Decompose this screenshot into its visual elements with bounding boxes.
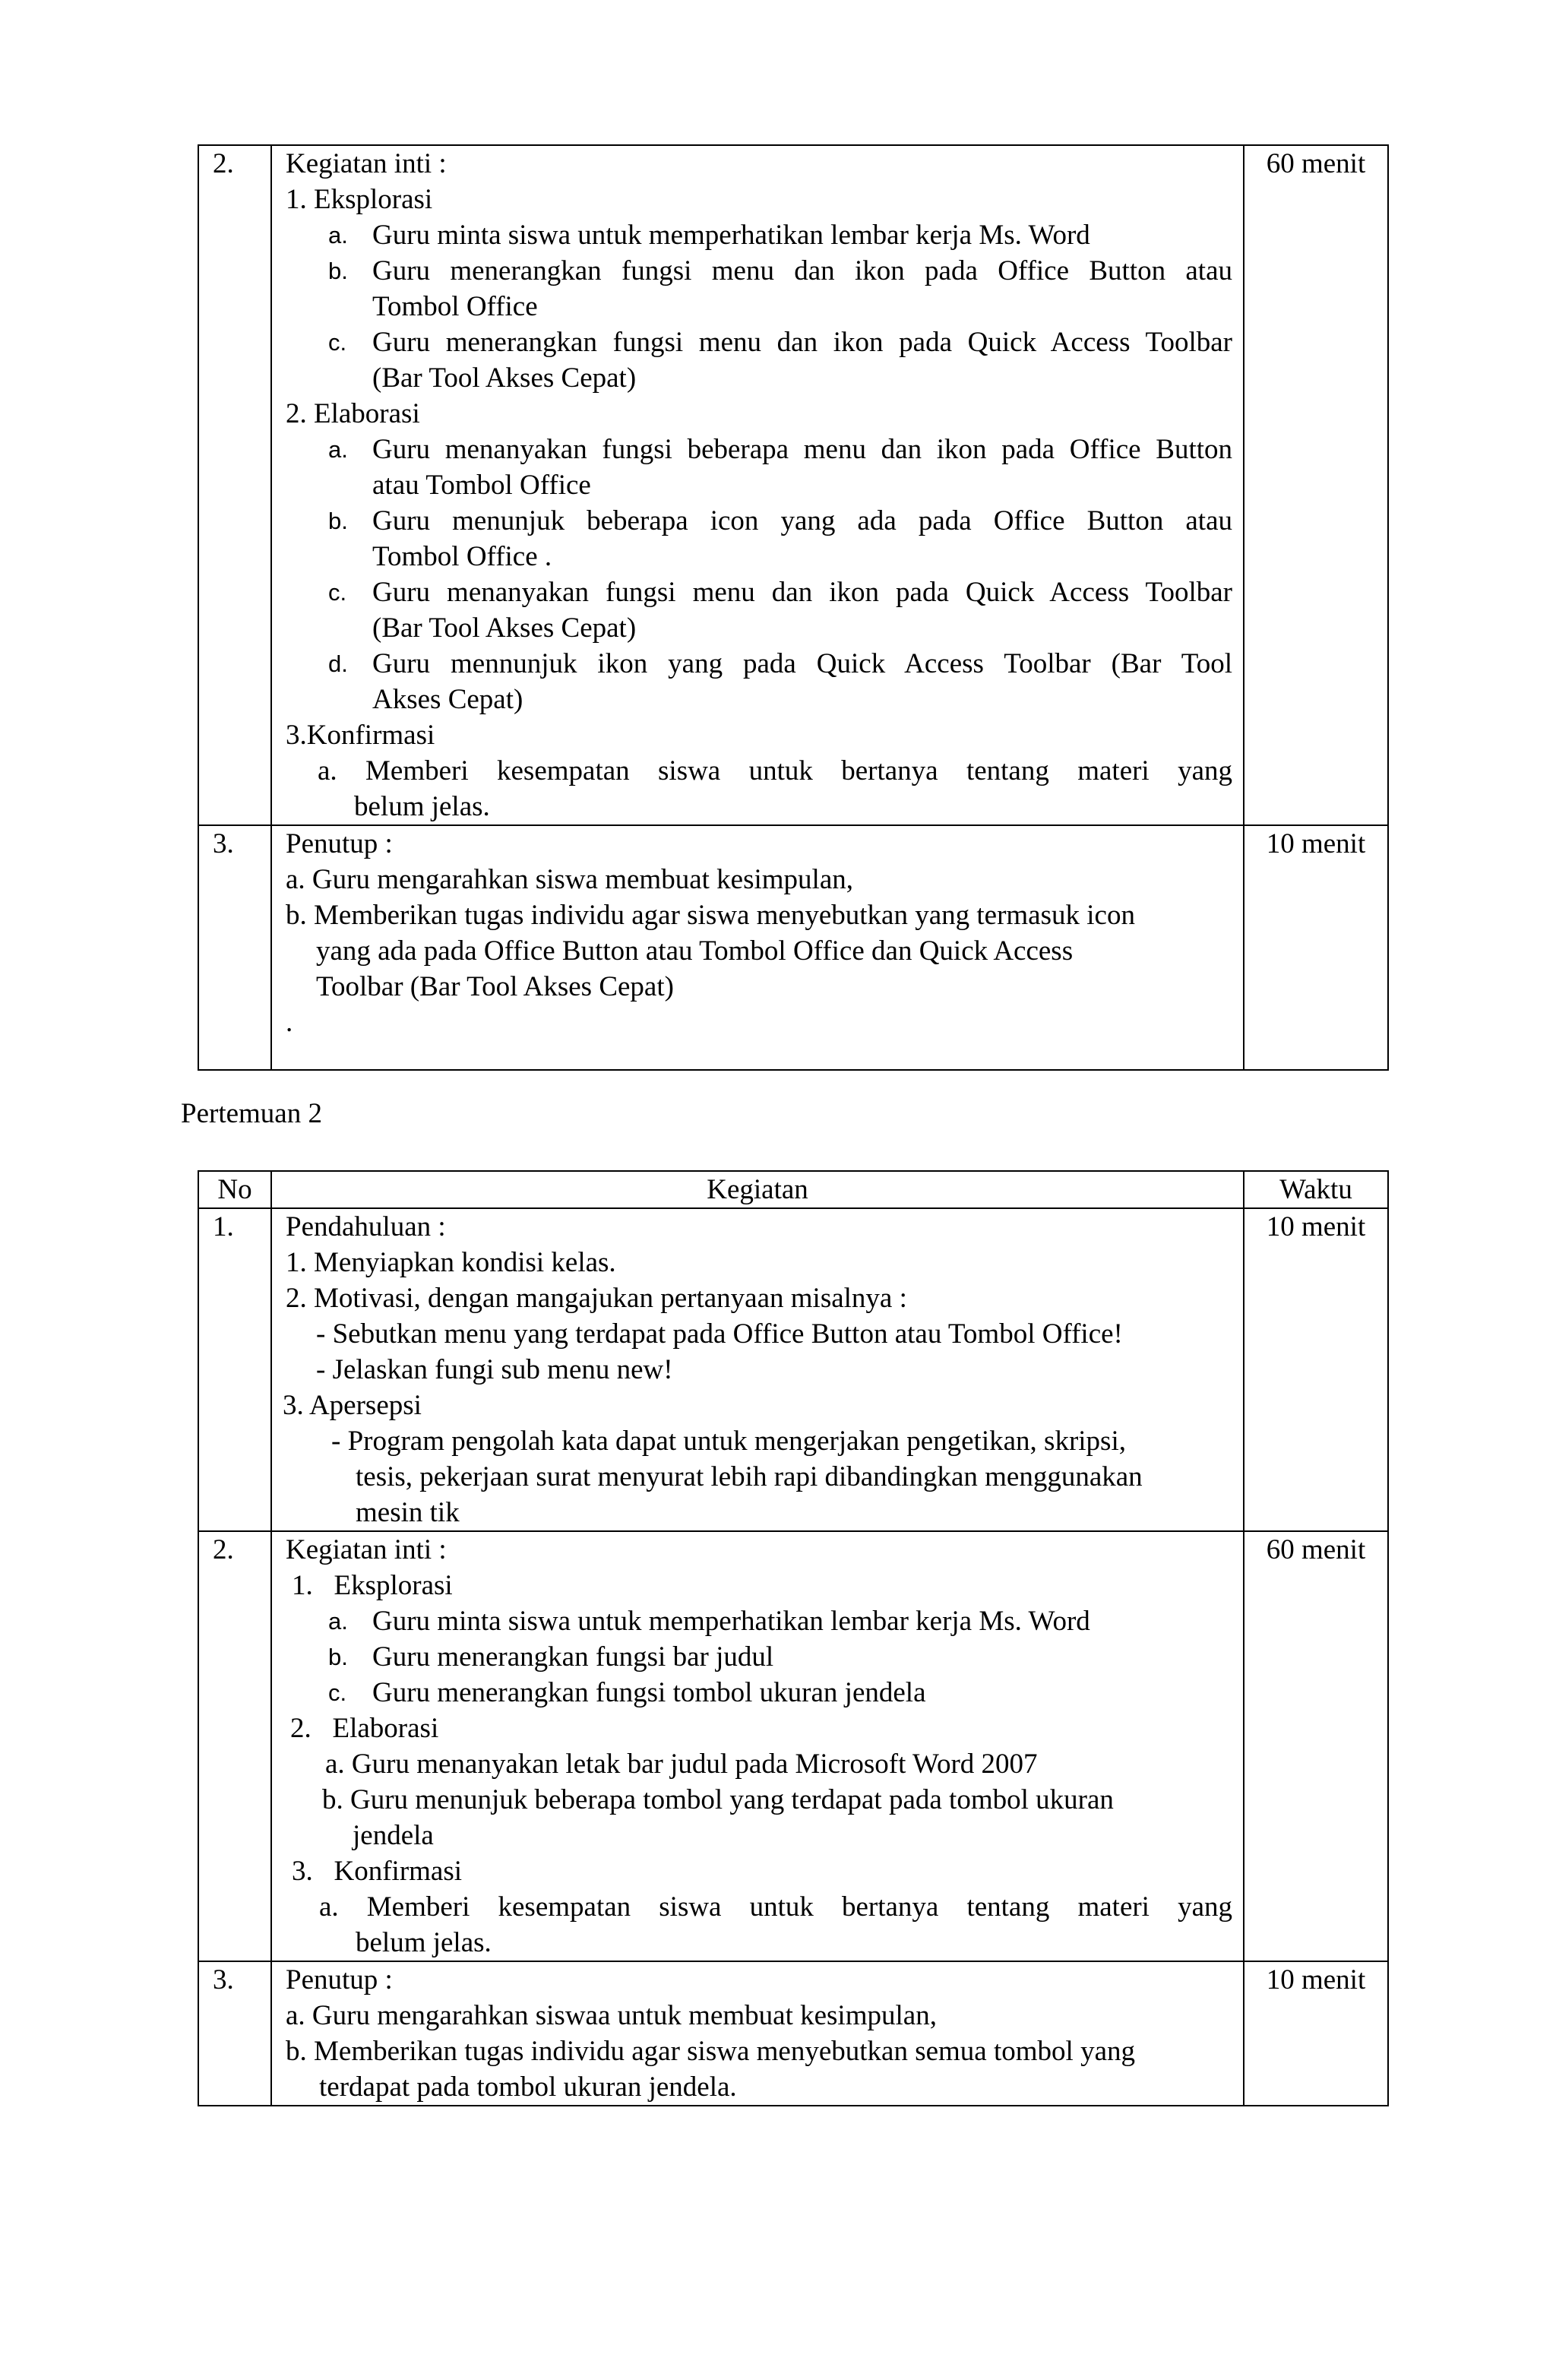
activity-cell	[271, 825, 1244, 1070]
list-item: - Jelaskan fungi sub menu new!	[316, 1354, 673, 1385]
list-item: a. Guru menanyakan letak bar judul pada Microsoft Word 2007	[325, 1749, 1038, 1780]
section-label: Pertemuan 2	[181, 1098, 322, 1129]
table-row	[198, 145, 1388, 825]
section-title: 1. Eksplorasi	[292, 1570, 453, 1601]
list-item: a. Guru minta siswa untuk memperhatikan lembar kerja Ms. Word	[286, 217, 1232, 253]
header-kegiatan: Kegiatan	[271, 1171, 1244, 1208]
list-marker: b.	[328, 258, 348, 284]
list-item: c. Guru menerangkan fungsi tombol ukuran jendela	[286, 1675, 1232, 1711]
list-marker: d.	[328, 650, 348, 677]
list-item: b. Guru menerangkan fungsi menu dan ikon pada Office Button atau Tombol Office	[286, 253, 1232, 324]
section-title: 2. Elaborasi	[290, 1713, 439, 1744]
list-marker: a.	[328, 436, 348, 463]
list-item: d. Guru mennunjuk ikon yang pada Quick Access Toolbar (Bar Tool Akses Cepat)	[286, 646, 1232, 717]
list-item: a. Guru mengarahkan siswa membuat kesimpulan,	[286, 864, 853, 895]
row-number: 2.	[198, 1531, 271, 1961]
activity-table-2	[198, 1170, 1389, 2106]
list-item: 1. Menyiapkan kondisi kelas.	[286, 1247, 616, 1278]
list-item: c. Guru menerangkan fungsi menu dan ikon pada Quick Access Toolbar (Bar Tool Akses Cepat)	[286, 324, 1232, 396]
header-no: No	[198, 1171, 271, 1208]
list-marker: a.	[328, 1608, 348, 1635]
activity-cell	[271, 145, 1244, 825]
row-number: 2.	[198, 145, 271, 825]
list-item-continuation: belum jelas.	[354, 791, 490, 822]
list-item: - Program pengolah kata dapat untuk mengerjakan pengetikan, skripsi,	[331, 1426, 1126, 1457]
duration-cell: 10 menit	[1244, 825, 1388, 1070]
activity-table-1	[198, 144, 1389, 1071]
row-title: Penutup :	[286, 1964, 393, 1995]
table-row	[198, 825, 1388, 1070]
row-number: 3.	[198, 825, 271, 1070]
duration-cell: 60 menit	[1244, 1531, 1388, 1961]
table-header-row	[198, 1171, 1388, 1208]
list-marker: b.	[328, 508, 348, 534]
list-item: a. Memberi kesempatan siswa untuk bertanya tentang materi yang	[318, 755, 1232, 786]
duration-cell: 10 menit	[1244, 1208, 1388, 1531]
list-marker: c.	[328, 1679, 347, 1706]
list-item-continuation: belum jelas.	[356, 1927, 492, 1958]
list-item: b. Memberikan tugas individu agar siswa menyebutkan semua tombol yang	[286, 2036, 1135, 2067]
list-item: c. Guru menanyakan fungsi menu dan ikon pada Quick Access Toolbar (Bar Tool Akses Cepat)	[286, 574, 1232, 646]
row-number: 3.	[198, 1961, 271, 2106]
row-title: Pendahuluan :	[286, 1211, 446, 1242]
section-title: 2. Elaborasi	[286, 398, 420, 429]
list-item-continuation: terdapat pada tombol ukuran jendela.	[319, 2071, 737, 2103]
row-number: 1.	[198, 1208, 271, 1531]
row-title: Penutup :	[286, 828, 393, 859]
list-item-continuation: yang ada pada Office Button atau Tombol Office dan Quick Access	[316, 935, 1074, 967]
trailing-dot: .	[286, 1007, 293, 1038]
list-marker: b.	[328, 1644, 348, 1670]
list-item-continuation: mesin tik	[356, 1497, 460, 1528]
list-item-continuation: tesis, pekerjaan surat menyurat lebih rapi dibandingkan menggunakan	[356, 1461, 1143, 1492]
list-item: b. Guru menunjuk beberapa icon yang ada pada Office Button atau Tombol Office .	[286, 503, 1232, 574]
list-marker: c.	[328, 579, 347, 606]
list-item: a. Guru menanyakan fungsi beberapa menu dan ikon pada Office Button atau Tombol Office	[286, 432, 1232, 503]
row-title: Kegiatan inti :	[286, 1534, 447, 1565]
section-title: 1. Eksplorasi	[286, 184, 433, 215]
section-title: 3. Konfirmasi	[292, 1856, 463, 1887]
list-item: 3. Apersepsi	[283, 1390, 422, 1421]
list-item: a. Guru minta siswa untuk memperhatikan lembar kerja Ms. Word	[286, 1603, 1232, 1639]
activity-cell	[271, 1961, 1244, 2106]
table-row	[198, 1961, 1388, 2106]
list-item-continuation: Toolbar (Bar Tool Akses Cepat)	[316, 971, 674, 1002]
row-title: Kegiatan inti :	[286, 148, 447, 179]
header-waktu: Waktu	[1244, 1171, 1388, 1208]
list-item: a. Guru mengarahkan siswaa untuk membuat kesimpulan,	[286, 2000, 937, 2031]
list-item: b. Memberikan tugas individu agar siswa menyebutkan yang termasuk icon	[286, 900, 1135, 931]
list-marker: a.	[328, 222, 348, 248]
list-item: 2. Motivasi, dengan mangajukan pertanyaan misalnya :	[286, 1283, 907, 1314]
table-row	[198, 1208, 1388, 1531]
list-item: b. Guru menunjuk beberapa tombol yang terdapat pada tombol ukuran	[322, 1784, 1114, 1815]
list-item: - Sebutkan menu yang terdapat pada Office Button atau Tombol Office!	[316, 1318, 1123, 1350]
activity-cell	[271, 1208, 1244, 1531]
duration-cell: 60 menit	[1244, 145, 1388, 825]
section-title: 3.Konfirmasi	[286, 720, 435, 751]
table-row	[198, 1531, 1388, 1961]
activity-cell	[271, 1531, 1244, 1961]
duration-cell: 10 menit	[1244, 1961, 1388, 2106]
list-item: a. Memberi kesempatan siswa untuk bertanya tentang materi yang	[319, 1891, 1232, 1923]
list-item-continuation: jendela	[353, 1820, 434, 1851]
list-item: b. Guru menerangkan fungsi bar judul	[286, 1639, 1232, 1675]
list-marker: c.	[328, 329, 347, 356]
